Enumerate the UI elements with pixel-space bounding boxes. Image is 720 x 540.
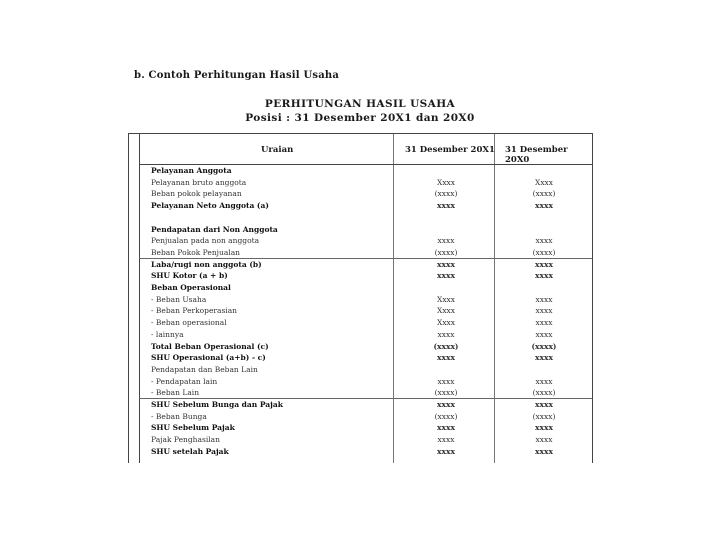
row-label: - Beban Lain — [151, 388, 200, 398]
value-20x1: xxxx — [437, 353, 455, 363]
row-label: SHU Sebelum Bunga dan Pajak — [151, 400, 283, 409]
table-row — [129, 270, 594, 281]
value-20x1: (xxxx) — [434, 247, 458, 257]
value-20x1: xxxx — [437, 423, 455, 433]
row-label: - lainnya — [151, 329, 184, 339]
report-title: PERHITUNGAN HASIL USAHA — [264, 98, 456, 110]
table-row — [129, 282, 594, 293]
table-row — [129, 434, 594, 445]
value-20x1: xxxx — [437, 435, 455, 445]
table-row — [129, 188, 594, 199]
table-row — [129, 305, 594, 316]
value-20x1: xxxx — [437, 201, 455, 211]
table-row — [129, 399, 594, 410]
income-statement-table — [128, 133, 593, 463]
table-row — [129, 446, 594, 457]
value-20x0: xxxx — [535, 329, 553, 339]
table-row — [129, 422, 594, 433]
value-20x1: (xxxx) — [433, 341, 459, 351]
table-row — [129, 317, 594, 328]
value-20x1: xxxx — [437, 236, 455, 246]
table-row — [129, 364, 594, 375]
row-label: - Beban Bunga — [151, 411, 207, 421]
value-20x1: (xxxx) — [434, 411, 458, 421]
row-label: Beban Pokok Penjualan — [151, 247, 240, 257]
value-20x0: xxxx — [535, 446, 553, 456]
row-label: Beban pokok pelayanan — [151, 189, 242, 199]
row-label: Pendapatan dari Non Anggota — [151, 224, 278, 234]
row-label: SHU setelah Pajak — [151, 446, 229, 456]
value-20x0: xxxx — [535, 423, 553, 433]
value-20x1: Xxxx — [436, 294, 456, 304]
row-label: Total Beban Operasional (c) — [151, 341, 269, 351]
row-label: Pelayanan Neto Anggota (a) — [151, 201, 269, 211]
value-20x1: (xxxx) — [434, 189, 458, 199]
row-label: - Pendapatan lain — [151, 376, 218, 386]
table-row — [129, 294, 594, 305]
table-row — [129, 247, 594, 258]
row-label: Pelayanan Anggota — [151, 166, 232, 175]
table-row — [129, 212, 594, 223]
row-label: SHU Sebelum Pajak — [151, 423, 235, 433]
section-heading: b. Contoh Perhitungan Hasil Usaha — [134, 70, 340, 81]
row-label: Penjualan pada non anggota — [151, 236, 260, 246]
table-row — [129, 376, 594, 387]
header-uraian: Uraian — [261, 145, 294, 155]
table-row — [129, 177, 594, 188]
row-label: Laba/rugi non anggota (b) — [151, 259, 262, 269]
table-row — [129, 200, 594, 211]
table-row — [129, 165, 594, 176]
value-20x1: xxxx — [437, 271, 455, 281]
value-20x0: xxxx — [535, 400, 553, 409]
row-label: SHU Kotor (a + b) — [151, 271, 228, 281]
value-20x1: xxxx — [437, 376, 455, 386]
value-20x0: xxxx — [535, 353, 553, 363]
value-20x0: xxxx — [535, 306, 553, 316]
table-row — [129, 224, 594, 235]
value-20x0: (xxxx) — [531, 341, 557, 351]
table-row — [129, 411, 594, 422]
table-row — [129, 352, 594, 363]
value-20x1: xxxx — [437, 329, 455, 339]
row-label: Beban Operasional — [151, 283, 231, 292]
value-20x1: (xxxx) — [434, 388, 458, 398]
table-row — [129, 341, 594, 352]
header-20x1: 31 Desember 20X1 — [405, 145, 495, 155]
value-20x1: xxxx — [437, 446, 455, 456]
table-row — [129, 387, 594, 398]
report-subtitle: Posisi : 31 Desember 20X1 dan 20X0 — [245, 112, 475, 124]
value-20x0: xxxx — [535, 435, 553, 445]
value-20x0: (xxxx) — [532, 411, 556, 421]
value-20x0: xxxx — [535, 201, 553, 211]
table-row — [129, 329, 594, 340]
header-20x0: 31 Desember 20X0 — [505, 145, 568, 165]
row-label: Pendapatan dan Beban Lain — [151, 364, 258, 374]
row-label: SHU Operasional (a+b) - c) — [151, 353, 266, 363]
value-20x1: xxxx — [437, 400, 455, 409]
value-20x0: xxxx — [535, 318, 553, 328]
value-20x1: Xxxx — [436, 177, 456, 187]
row-label: - Beban Perkoperasian — [151, 306, 237, 316]
row-label: Pelayanan bruto anggota — [151, 177, 247, 187]
table-row — [129, 235, 594, 246]
value-20x0: xxxx — [535, 259, 553, 269]
value-20x1: Xxxx — [436, 306, 456, 316]
value-20x0: xxxx — [535, 376, 553, 386]
row-label: Pajak Penghasilan — [151, 435, 220, 445]
table-row — [129, 259, 594, 270]
value-20x0: xxxx — [535, 271, 553, 281]
value-20x0: (xxxx) — [532, 189, 556, 199]
value-20x0: (xxxx) — [532, 388, 556, 398]
value-20x0: xxxx — [535, 294, 553, 304]
row-label: - Beban Usaha — [151, 294, 207, 304]
value-20x1: Xxxx — [436, 318, 456, 328]
value-20x0: Xxxx — [534, 177, 554, 187]
value-20x0: xxxx — [535, 236, 553, 246]
value-20x0: (xxxx) — [532, 247, 556, 257]
value-20x1: xxxx — [437, 259, 455, 269]
row-label: - Beban operasional — [151, 318, 227, 328]
